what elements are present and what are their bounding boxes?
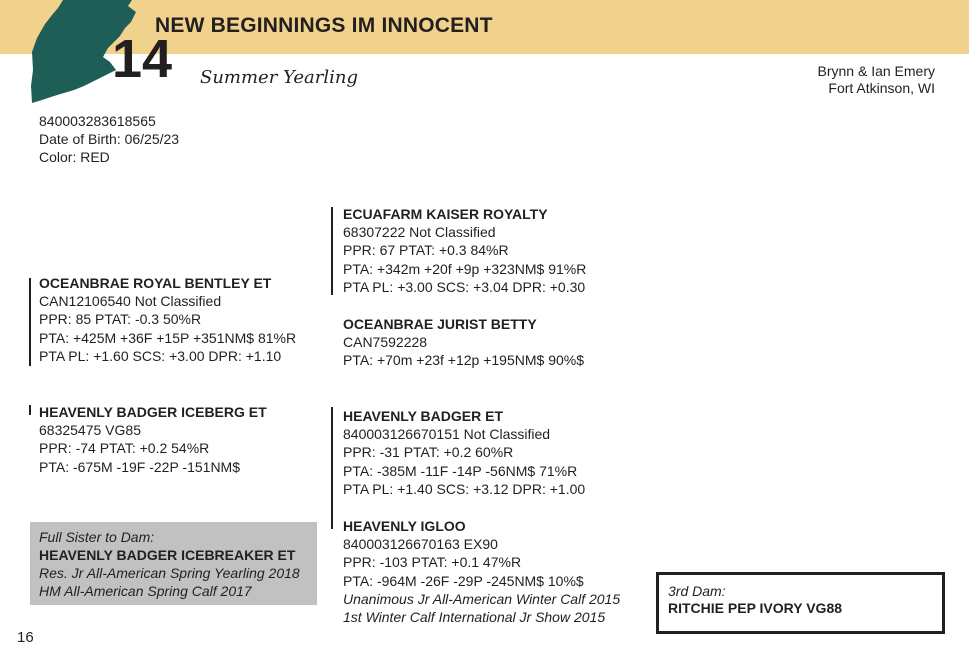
sire-name: OCEANBRAE ROYAL BENTLEY ET	[39, 275, 272, 291]
sire-registration: CAN12106540 Not Classified	[39, 293, 222, 310]
third-dam-box	[656, 572, 945, 634]
sire-sire-ppr: PPR: 67 PTAT: +0.3 84%R	[343, 242, 509, 259]
sale-category: Summer Yearling	[200, 67, 358, 88]
dam-dam-block	[343, 517, 620, 626]
sire-sire-bracket-line	[331, 207, 333, 295]
dam-dam-ppr: PPR: -103 PTAT: +0.1 47%R	[343, 554, 522, 571]
dam-name: HEAVENLY BADGER ICEBERG ET	[39, 404, 267, 420]
sire-pta: PTA: +425M +36F +15P +351NM$ 81%R	[39, 329, 297, 346]
consignor-block	[818, 63, 936, 97]
third-dam-heading: 3rd Dam:	[668, 583, 726, 599]
third-dam-name: RITCHIE PEP IVORY VG88	[668, 600, 843, 616]
lot-number: 14	[112, 29, 173, 89]
dam-dam-name: HEAVENLY IGLOO	[343, 518, 466, 534]
consignor-name: Brynn & Ian Emery	[817, 63, 935, 79]
full-sister-award: HM All-American Spring Calf 2017	[39, 583, 252, 599]
sire-dam-pta: PTA: +70m +23f +12p +195NM$ 90%$	[343, 352, 585, 369]
sire-pta-pl: PTA PL: +1.60 SCS: +3.00 DPR: +1.10	[39, 347, 282, 364]
sire-sire-block	[343, 205, 586, 296]
dam-registration: 68325475 VG85	[39, 422, 141, 439]
sire-dam-block	[343, 315, 584, 370]
page-number: 16	[17, 629, 34, 646]
sire-sire-pta-pl: PTA PL: +3.00 SCS: +3.04 DPR: +0.30	[343, 278, 586, 295]
consignor-location: Fort Atkinson, WI	[828, 80, 935, 96]
dam-dam-registration: 840003126670163 EX90	[343, 536, 498, 553]
sire-bracket-line	[29, 278, 31, 366]
dam-pta: PTA: -675M -19F -22P -151NM$	[39, 458, 241, 475]
dam-sire-registration: 840003126670151 Not Classified	[343, 426, 551, 443]
date-of-birth: Date of Birth: 06/25/23	[39, 131, 180, 147]
dam-sire-pta-pl: PTA PL: +1.40 SCS: +3.12 DPR: +1.00	[343, 480, 586, 497]
sire-sire-registration: 68307222 Not Classified	[343, 224, 496, 241]
animal-id-block	[39, 112, 179, 166]
dam-sire-block	[343, 407, 585, 498]
sire-ppr: PPR: 85 PTAT: -0.3 50%R	[39, 311, 202, 328]
full-sister-name: HEAVENLY BADGER ICEBREAKER ET	[39, 547, 296, 563]
dam-sire-ppr: PPR: -31 PTAT: +0.2 60%R	[343, 444, 514, 461]
registration-number: 840003283618565	[39, 113, 156, 129]
dam-block	[39, 403, 267, 476]
dam-bracket-line	[29, 405, 31, 415]
full-sister-box	[30, 522, 317, 605]
sire-sire-name: ECUAFARM KAISER ROYALTY	[343, 206, 548, 222]
sire-block	[39, 274, 296, 365]
dam-ppr: PPR: -74 PTAT: +0.2 54%R	[39, 440, 210, 457]
full-sister-award: Res. Jr All-American Spring Yearling 2018	[39, 565, 300, 581]
sire-dam-name: OCEANBRAE JURIST BETTY	[343, 316, 537, 332]
dam-dam-award: Unanimous Jr All-American Winter Calf 2015	[343, 590, 621, 607]
dam-sire-pta: PTA: -385M -11F -14P -56NM$ 71%R	[343, 462, 578, 479]
animal-color: Color: RED	[39, 149, 110, 165]
full-sister-heading: Full Sister to Dam:	[39, 529, 155, 545]
dam-dam-pta: PTA: -964M -26F -29P -245NM$ 10%$	[343, 572, 584, 589]
dam-sire-name: HEAVENLY BADGER ET	[343, 408, 503, 424]
sire-sire-pta: PTA: +342m +20f +9p +323NM$ 91%R	[343, 260, 587, 277]
dam-sire-bracket-line	[331, 407, 333, 529]
horse-name: NEW BEGINNINGS IM INNOCENT	[155, 14, 493, 37]
dam-dam-award: 1st Winter Calf International Jr Show 2015	[343, 609, 606, 626]
sire-dam-registration: CAN7592228	[343, 334, 428, 351]
